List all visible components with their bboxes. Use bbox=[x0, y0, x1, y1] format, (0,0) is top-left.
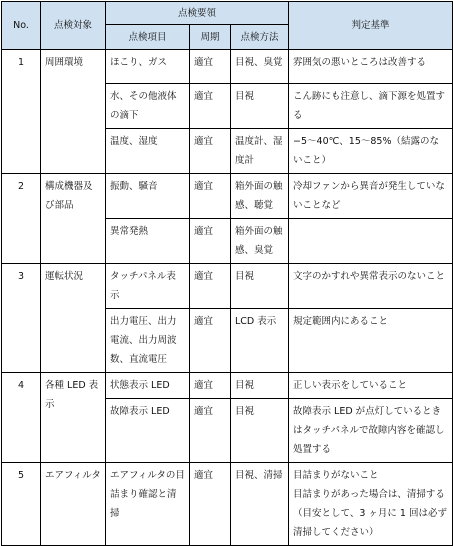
group-no: 1 bbox=[2, 50, 41, 174]
method-cell: 温度計、湿度計 bbox=[231, 129, 289, 174]
cycle-cell: 適宜 bbox=[190, 174, 231, 219]
item-cell: 故障表示 LED bbox=[106, 399, 190, 463]
group-no: 2 bbox=[2, 174, 41, 264]
criteria-cell: 文字のかすれや異常表示のないこと bbox=[289, 264, 453, 309]
method-cell: 目視 bbox=[231, 264, 289, 309]
criteria-cell: 冷却ファンから異音が発生していないことなど bbox=[289, 174, 453, 219]
item-cell: ほこり、ガス bbox=[106, 50, 190, 84]
criteria-cell: −5〜40℃、15〜85%（結露のないこと） bbox=[289, 129, 453, 174]
header-item: 点検項目 bbox=[106, 25, 190, 50]
cycle-cell: 適宜 bbox=[190, 309, 231, 373]
cycle-cell: 適宜 bbox=[190, 399, 231, 463]
header-no: No. bbox=[2, 2, 41, 50]
item-cell: 状態表示 LED bbox=[106, 373, 190, 399]
group-no: 3 bbox=[2, 264, 41, 373]
item-cell: 出力電圧、出力電流、出力周波数、直流電圧 bbox=[106, 309, 190, 373]
header-target: 点検対象 bbox=[41, 2, 106, 50]
cycle-cell: 適宜 bbox=[190, 219, 231, 264]
group-target: 構成機器及び部品 bbox=[41, 174, 106, 264]
cycle-cell: 適宜 bbox=[190, 50, 231, 84]
method-cell: 目視 bbox=[231, 373, 289, 399]
criteria-cell bbox=[289, 219, 453, 264]
group-no: 5 bbox=[2, 463, 41, 546]
criteria-cell: 規定範囲内にあること bbox=[289, 309, 453, 373]
cycle-cell: 適宜 bbox=[190, 373, 231, 399]
method-cell: LCD 表示 bbox=[231, 309, 289, 373]
group-target: 各種 LED 表示 bbox=[41, 373, 106, 463]
criteria-cell: 目詰まりがないこと 目詰まりがあった場合は、清掃する（目安として、3 ヶ月に 1 回は必ず清掃してください） bbox=[289, 463, 453, 546]
inspection-table bbox=[1, 1, 453, 546]
criteria-cell: 故障表示 LED が点灯しているときはタッチパネルで故障内容を確認し処置する bbox=[289, 399, 453, 463]
table-row bbox=[2, 50, 453, 84]
method-cell: 目視 bbox=[231, 84, 289, 129]
method-cell: 箱外面の触感、聴覚 bbox=[231, 174, 289, 219]
item-cell: タッチパネル表示 bbox=[106, 264, 190, 309]
cycle-cell: 適宜 bbox=[190, 84, 231, 129]
criteria-cell: 雰囲気の悪いところは改善する bbox=[289, 50, 453, 84]
item-cell: 異常発熱 bbox=[106, 219, 190, 264]
table-row bbox=[2, 463, 453, 546]
item-cell: 水、その他液体の滴下 bbox=[106, 84, 190, 129]
item-cell: エアフィルタの目詰まり確認と清掃 bbox=[106, 463, 190, 546]
cycle-cell: 適宜 bbox=[190, 264, 231, 309]
header-points: 点検要領 bbox=[106, 2, 289, 25]
criteria-cell: こん跡にも注意し、滴下源を処置する bbox=[289, 84, 453, 129]
method-cell: 目視、清掃 bbox=[231, 463, 289, 546]
header-criteria: 判定基準 bbox=[289, 2, 453, 50]
criteria-cell: 正しい表示をしていること bbox=[289, 373, 453, 399]
group-target: 周囲環境 bbox=[41, 50, 106, 174]
item-cell: 振動、騒音 bbox=[106, 174, 190, 219]
method-cell: 箱外面の触感、臭覚 bbox=[231, 219, 289, 264]
group-target: エアフィルタ bbox=[41, 463, 106, 546]
table-row bbox=[2, 373, 453, 399]
group-target: 運転状況 bbox=[41, 264, 106, 373]
method-cell: 目視、臭覚 bbox=[231, 50, 289, 84]
cycle-cell: 適宜 bbox=[190, 463, 231, 546]
cycle-cell: 適宜 bbox=[190, 129, 231, 174]
header-cycle: 周期 bbox=[190, 25, 231, 50]
item-cell: 温度、湿度 bbox=[106, 129, 190, 174]
header-method: 点検方法 bbox=[231, 25, 289, 50]
table-row bbox=[2, 174, 453, 219]
method-cell: 目視 bbox=[231, 399, 289, 463]
group-no: 4 bbox=[2, 373, 41, 463]
table-row bbox=[2, 264, 453, 309]
